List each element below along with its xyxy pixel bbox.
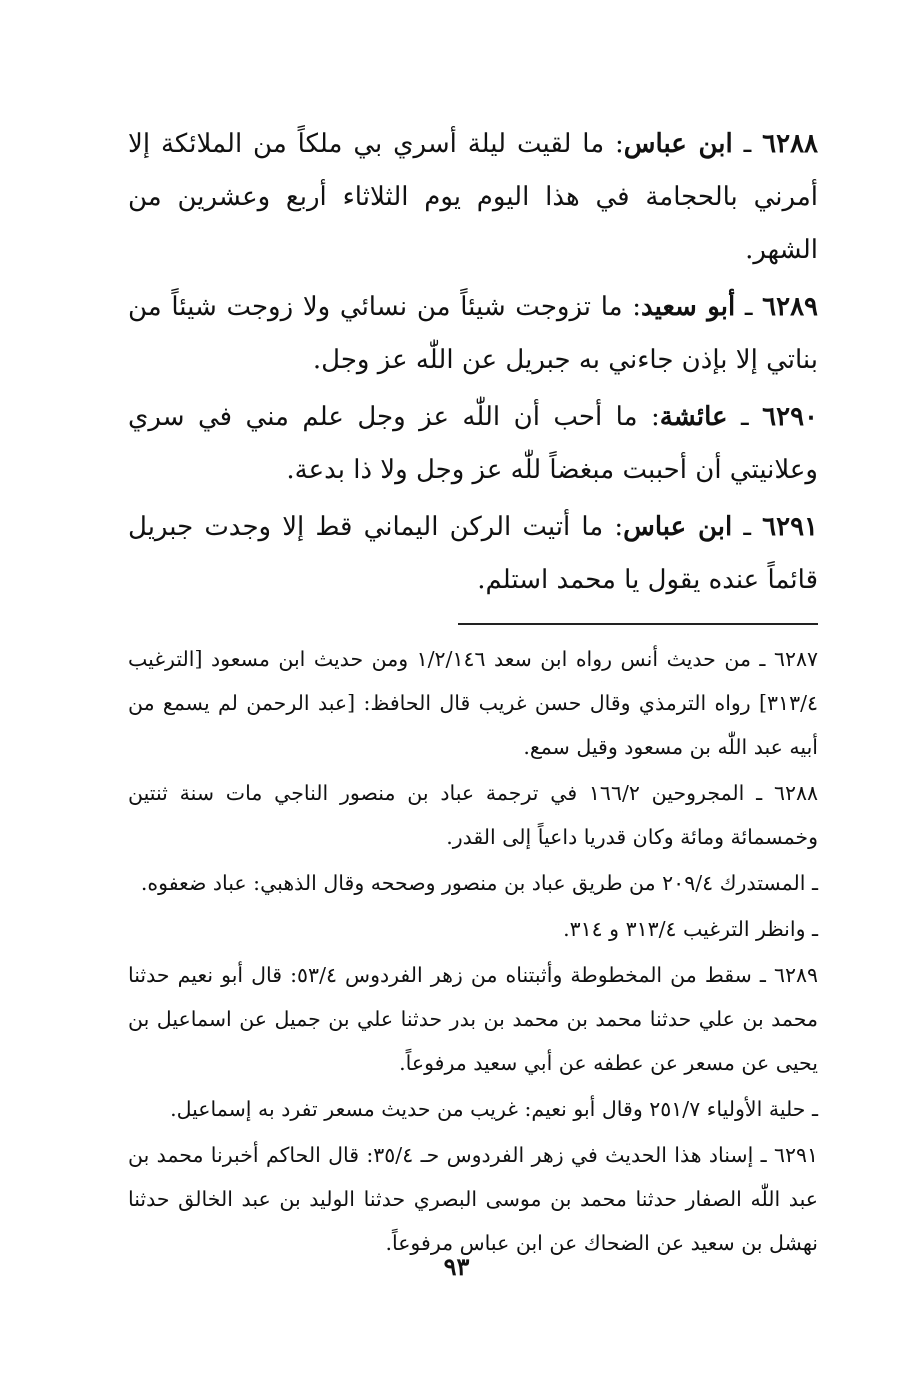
hadith-text: ما أتيت الركن اليماني قط إلا وجدت جبريل قائماً عنده يقول يا محمد استلم.	[128, 512, 818, 595]
footnote: ٦٢٩١ ـ إسناد هذا الحديث في زهر الفردوس حـ ٣٥/٤: قال الحاكم أخبرنا محمد بن عبد اللّٰه الصفار حدثنا محمد بن موسى البصري حدثنا الوليد بن عبد الخالق حدثنا نهشل بن سعيد عن الضحاك عن ابن عباس مرفوعاً.	[128, 1143, 818, 1255]
page-number: ٩٣	[443, 1252, 470, 1281]
hadith-narrator: أبو سعيد	[641, 292, 736, 322]
footnote: ـ حلية الأولياء ٢٥١/٧ وقال أبو نعيم: غريب من حديث مسعر تفرد به إسماعيل.	[170, 1097, 818, 1121]
hadith-text: ما لقيت ليلة أسري بي ملكاً من الملائكة إلا أمرني بالحجامة في هذا اليوم يوم الثلاثاء أربع وعشرين من الشهر.	[128, 129, 818, 265]
hadith-6290: ٦٢٩٠ ـ عائشة: ما أحب أن اللّٰه عز وجل علم مني في سري وعلانيتي أن أحببت مبغضاً للّٰه عز وجل ولا ذا بدعة.	[128, 402, 818, 485]
footnote: ٦٢٨٨ ـ المجروحين ١٦٦/٢ في ترجمة عباد بن منصور الناجي مات سنة ثنتين وخمسمائة ومائة وكان قدريا داعياً إلى القدر.	[128, 781, 818, 849]
hadith-number: ٦٢٨٩	[762, 292, 818, 322]
page-content	[128, 118, 818, 1267]
hadith-narrator: ابن عباس	[623, 512, 733, 542]
footnote: ـ وانظر الترغيب ٣١٣/٤ و ٣١٤.	[563, 917, 818, 941]
hadith-number: ٦٢٩١	[762, 512, 818, 542]
footnote: ٦٢٨٧ ـ من حديث أنس رواه ابن سعد ١/٢/١٤٦ ومن حديث ابن مسعود [الترغيب ٣١٣/٤] رواه الترمذي وقال حسن غريب قال الحافظ: [عبد الرحمن لم يسمع من أبيه عبد اللّٰه بن مسعود وقيل سمع.	[128, 647, 818, 759]
footnote-separator	[458, 623, 818, 625]
hadith-narrator: ابن عباس	[623, 129, 733, 159]
hadith-number: ٦٢٨٨	[762, 129, 819, 159]
hadith-number: ٦٢٩٠	[762, 402, 818, 432]
hadith-6288: ٦٢٨٨ ـ ابن عباس: ما لقيت ليلة أسري بي ملكاً من الملائكة إلا أمرني بالحجامة في هذا اليوم يوم الثلاثاء أربع وعشرين من الشهر.	[128, 129, 819, 265]
footnote: ـ المستدرك ٢٠٩/٤ من طريق عباد بن منصور وصححه وقال الذهبي: عباد ضعفوه.	[140, 871, 818, 895]
footnote: ٦٢٨٩ ـ سقط من المخطوطة وأثبتناه من زهر الفردوس ٥٣/٤: قال أبو نعيم حدثنا محمد بن علي حدثنا محمد بن محمد بن بدر حدثنا علي بن جميل عن اسماعيل بن يحيى عن مسعر عن عطفه عن أبي سعيد مرفوعاً.	[128, 963, 818, 1075]
hadith-6291: ٦٢٩١ ـ ابن عباس: ما أتيت الركن اليماني قط إلا وجدت جبريل قائماً عنده يقول يا محمد استلم.	[128, 512, 818, 595]
hadith-narrator: عائشة	[659, 402, 728, 432]
hadith-text: ما تزوجت شيئاً من نسائي ولا زوجت شيئاً من بناتي إلا بإذن جاءني به جبريل عن اللّٰه عز وجل.	[128, 292, 818, 375]
hadith-text: ما أحب أن اللّٰه عز وجل علم مني في سري وعلانيتي أن أحببت مبغضاً للّٰه عز وجل ولا ذا بدعة.	[128, 402, 818, 485]
hadith-6289: ٦٢٨٩ ـ أبو سعيد: ما تزوجت شيئاً من نسائي ولا زوجت شيئاً من بناتي إلا بإذن جاءني به جبريل عن اللّٰه عز وجل.	[128, 292, 818, 375]
